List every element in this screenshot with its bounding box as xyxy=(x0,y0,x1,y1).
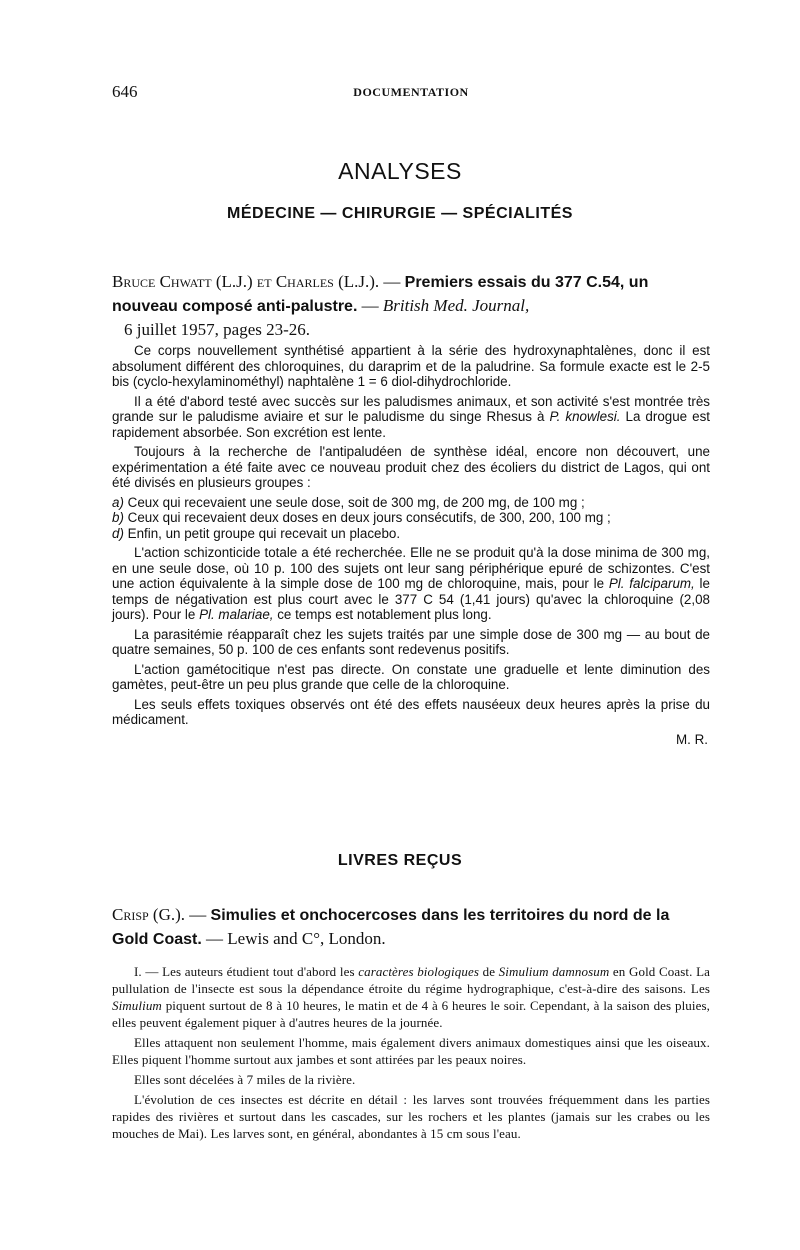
list-item xyxy=(112,510,710,526)
text-run: Il a été d'abord testé avec succès sur les paludismes animaux, et son activité s'est montrée très grande sur le paludisme aviaire et sur le paludisme du singe Rhesus à xyxy=(112,393,710,424)
page-number: 646 xyxy=(112,82,138,101)
citation-title: Simulies et onchocercoses dans les territoires du nord de la Gold Coast. xyxy=(112,907,670,948)
text-run: I. — Les auteurs étudient tout d'abord les xyxy=(134,964,359,979)
citation-source: British Med. Journal, xyxy=(382,296,530,315)
citation-date-pages: 6 juillet 1957, pages 23-26. xyxy=(124,320,311,339)
paragraph: Elles attaquent non seulement l'homme, mais également divers animaux domestiques ainsi que les oiseaux. Elles piquent l'homme surtout aux jambes et sont attirées par les peaux noires. xyxy=(112,1035,710,1067)
species-name: Pl. falciparum, xyxy=(608,576,695,591)
paragraph: Les seuls effets toxiques observés ont été des effets nauséeux deux heures après la prise du médicament. xyxy=(112,696,710,727)
analysis-body xyxy=(112,343,710,747)
author-signature: M. R. xyxy=(676,731,708,747)
citation-title: Premiers essais du 377 C.54, un nouveau composé anti-palustre. xyxy=(112,274,649,315)
journal-section-title: DOCUMENTATION xyxy=(353,85,469,99)
list-item-label: b) xyxy=(112,510,124,525)
paragraph: L'évolution de ces insectes est décrite en détail : les larves sont trouvées fréquemment dans les parties rapides des rivières et surtout dans les cascades, sur les rochers et les plantes (jamais sur les crabes ou les mouches de Mai). Les larves sont, en général, abondantes à 15 cm sous l'eau. xyxy=(112,1092,710,1141)
citation-dash: — xyxy=(185,905,211,924)
citation-dash: — xyxy=(379,272,405,291)
paragraph xyxy=(112,963,710,1031)
citation-publisher: Lewis and C°, London. xyxy=(227,929,386,948)
list-item-label: a) xyxy=(112,494,124,510)
text-run: en Gold Coast. La pullulation de l'insecte est sous la dépendance étroite du régime hydrographique, c'est-à-dire des saisons. Les xyxy=(112,964,710,996)
paragraph: Ce corps nouvellement synthétisé appartient à la série des hydroxynaphtalènes, donc il est absolument différent des chloroquines, du daraprim et de la paludrine. Sa formule exacte est le 2-5 bis (cyclo-hexylaminométhyl) naphtalène 1 = 6 diol-dihydrochloride. xyxy=(112,343,710,389)
section-title: ANALYSES xyxy=(338,158,462,184)
paragraph xyxy=(112,394,710,441)
list-item-label: d) xyxy=(112,525,124,541)
paragraph xyxy=(112,545,710,623)
text-run: piquent surtout de 8 à 10 heures, le matin et de 4 à 6 heures le soir. Cependant, à la saison des pluies, elles peuvent également piquer à d'autres heures de la journée. xyxy=(112,998,710,1030)
list-item xyxy=(112,495,710,511)
text-run: La drogue est rapidement absorbée. Son excrétion est lente. xyxy=(112,409,710,440)
citation-dash: — xyxy=(357,296,383,315)
text-run: de xyxy=(478,964,499,979)
species-name: Simulium xyxy=(112,998,162,1013)
paragraph: Toujours à la recherche de l'antipaludéen de synthèse idéal, encore non découvert, une expérimentation a été faite avec ce nouveau produit chez des écoliers du district de Lagos, qui ont été divisés en plusieurs groupes : xyxy=(112,444,710,490)
text-run: L'action schizonticide totale a été recherchée. Elle ne se produit qu'à la dose minima de 300 mg, en une seule dose, où 10 p. 100 des sujets ont leur sang périphérique epuré de schizontes. C'est une action équivalente à la simple dose de 100 mg de chloroquine, mais, pour le xyxy=(112,545,710,591)
list-item-text: Enfin, un petit groupe qui recevait un placebo. xyxy=(123,525,401,541)
species-name: Pl. malariae, xyxy=(199,607,274,622)
species-name: Simulium damnosum xyxy=(498,964,610,979)
running-head xyxy=(112,82,710,104)
text-run: le temps de négativation est plus court avec le 377 C 54 (1,41 jours) qu'avec la chloroquine (2,08 jours). Pour le xyxy=(112,576,710,622)
book-citation xyxy=(112,903,710,951)
emphasis: caractères biologiques xyxy=(358,964,479,979)
section-subtitle: MÉDECINE — CHIRURGIE — SPÉCIALITÉS xyxy=(227,205,573,222)
list-item-text: Ceux qui recevaient deux doses en deux jours consécutifs, de 300, 200, 100 mg ; xyxy=(123,510,611,525)
citation-authors: Bruce Chwatt (L.J.) et Charles (L.J.). xyxy=(112,272,380,291)
citation-dash: — xyxy=(201,929,228,948)
text-run: ce temps est notablement plus long. xyxy=(273,607,492,622)
paragraph: L'action gamétocitique n'est pas directe. On constate une graduelle et lente diminution des gamètes, peut-être un peu plus grande que celle de la chloroquine. xyxy=(112,661,710,692)
paragraph: Elles sont décelées à 7 miles de la rivière. xyxy=(134,1072,356,1087)
species-name: P. knowlesi. xyxy=(549,409,621,424)
citation-authors: Crisp (G.). xyxy=(112,905,186,924)
books-section-title: LIVRES REÇUS xyxy=(337,852,463,869)
paragraph: La parasitémie réapparaît chez les sujets traités par une simple dose de 300 mg — au bout de quatre semaines, 50 p. 100 de ces enfants sont redevenus positifs. xyxy=(112,626,710,657)
analysis-citation xyxy=(112,270,710,341)
book-body xyxy=(112,963,710,1145)
list-item xyxy=(112,526,710,542)
list-item-text: Ceux qui recevaient une seule dose, soit de 300 mg, de 200 mg, de 100 mg ; xyxy=(123,494,585,510)
